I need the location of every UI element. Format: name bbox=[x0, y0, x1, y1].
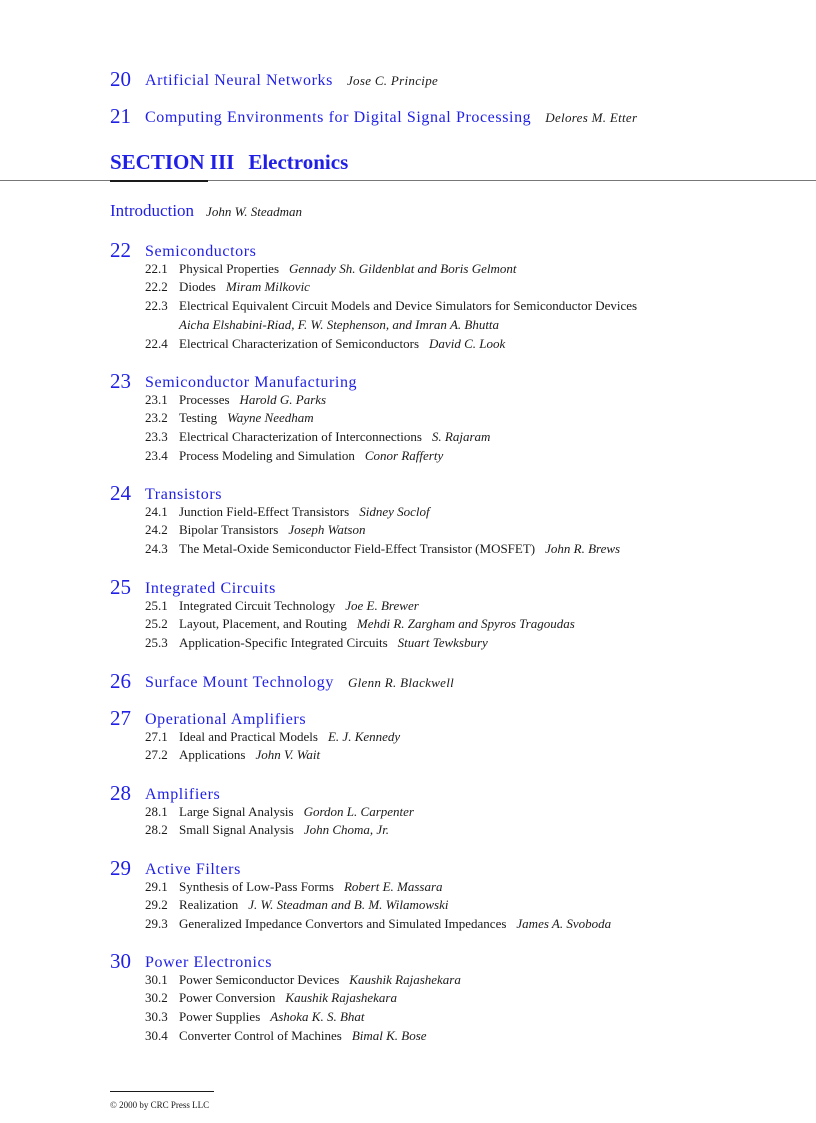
subsection-title: Layout, Placement, and Routing bbox=[179, 616, 347, 632]
subsection-author: David C. Look bbox=[429, 335, 506, 351]
subsection-author: Conor Rafferty bbox=[364, 447, 444, 463]
subsection-entry[interactable] bbox=[145, 1028, 427, 1044]
subsection-author: Wayne Needham bbox=[227, 410, 314, 426]
chapter-number: 27 bbox=[110, 706, 131, 730]
chapter-title[interactable]: Transistors bbox=[145, 486, 223, 503]
subsection-author: Sidney Soclof bbox=[359, 503, 430, 519]
subsection-entry[interactable] bbox=[145, 261, 517, 277]
subsection-number: 29.2 bbox=[145, 897, 168, 913]
subsection-number: 23.2 bbox=[145, 410, 168, 426]
subsection-title: Small Signal Analysis bbox=[179, 822, 294, 838]
chapter-number: 22 bbox=[110, 238, 131, 262]
subsection-number: 30.1 bbox=[145, 971, 168, 987]
subsection-entry[interactable] bbox=[145, 541, 620, 557]
subsection-author: Harold G. Parks bbox=[239, 391, 327, 407]
introduction-author: John W. Steadman bbox=[206, 204, 302, 219]
subsection-number: 22.3 bbox=[145, 298, 168, 314]
section-label: SECTION III bbox=[110, 150, 235, 174]
subsection-number: 29.1 bbox=[145, 878, 168, 894]
subsection-entry[interactable] bbox=[145, 897, 448, 913]
subsection-number: 29.3 bbox=[145, 916, 168, 932]
subsection-title: Ideal and Practical Models bbox=[179, 728, 318, 744]
subsection-number: 24.2 bbox=[145, 522, 168, 538]
chapter-title[interactable]: Power Electronics bbox=[145, 954, 273, 971]
subsection-number: 25.2 bbox=[145, 616, 168, 632]
chapter-title[interactable]: Active Filters bbox=[145, 861, 241, 878]
subsection-title: Electrical Characterization of Interconnections bbox=[179, 429, 422, 445]
chapter-number: 21 bbox=[110, 104, 131, 128]
chapter-author: Delores M. Etter bbox=[545, 110, 638, 125]
subsection-author: Ashoka K. S. Bhat bbox=[270, 1009, 365, 1025]
subsection-title: Converter Control of Machines bbox=[179, 1027, 342, 1043]
subsection-number: 30.2 bbox=[145, 990, 168, 1006]
subsection-title: Process Modeling and Simulation bbox=[179, 447, 355, 463]
subsection-author: E. J. Kennedy bbox=[327, 728, 401, 744]
subsection-title: Bipolar Transistors bbox=[179, 522, 279, 538]
chapter-title[interactable]: Artificial Neural Networks bbox=[145, 72, 333, 89]
subsection-entry[interactable] bbox=[145, 504, 430, 520]
subsection-entry[interactable] bbox=[145, 729, 400, 745]
subsection-entry[interactable] bbox=[145, 972, 461, 988]
chapter-title[interactable]: Integrated Circuits bbox=[145, 580, 276, 597]
subsection-number: 23.3 bbox=[145, 429, 168, 445]
subsection-author: Joe E. Brewer bbox=[345, 597, 419, 613]
subsection-number: 22.2 bbox=[145, 279, 168, 295]
subsection-entry[interactable] bbox=[145, 279, 310, 295]
chapter-author: Glenn R. Blackwell bbox=[347, 675, 455, 690]
subsection-entry[interactable] bbox=[145, 410, 314, 426]
subsection-entry[interactable] bbox=[145, 822, 389, 838]
subsection-author: Stuart Tewksbury bbox=[397, 635, 488, 651]
subsection-entry[interactable] bbox=[145, 336, 505, 352]
subsection-number: 30.4 bbox=[145, 1027, 168, 1043]
section-underline bbox=[110, 180, 208, 182]
subsection-author: Gennady Sh. Gildenblat and Boris Gelmont bbox=[289, 260, 517, 276]
subsection-author: Kaushik Rajashekara bbox=[285, 990, 397, 1006]
subsection-title: Processes bbox=[179, 391, 230, 407]
subsection-author: Kaushik Rajashekara bbox=[349, 971, 461, 987]
chapter-title[interactable]: Semiconductor Manufacturing bbox=[145, 374, 358, 391]
chapter-number: 26 bbox=[110, 669, 131, 693]
subsection-entry[interactable] bbox=[145, 990, 397, 1006]
chapter-title[interactable]: Semiconductors bbox=[145, 243, 257, 260]
subsection-title: Power Supplies bbox=[179, 1009, 261, 1025]
subsection-number: 27.2 bbox=[145, 747, 168, 763]
subsection-number: 30.3 bbox=[145, 1009, 168, 1025]
chapter-number: 25 bbox=[110, 575, 131, 599]
subsection-number: 23.4 bbox=[145, 447, 168, 463]
chapter-number: 24 bbox=[110, 481, 131, 505]
chapter-author: Jose C. Principe bbox=[346, 73, 439, 88]
introduction-title[interactable]: Introduction bbox=[110, 201, 195, 220]
chapter-number: 28 bbox=[110, 781, 131, 805]
subsection-number: 24.1 bbox=[145, 503, 168, 519]
introduction-entry bbox=[110, 201, 302, 221]
subsection-title: Power Conversion bbox=[179, 990, 276, 1006]
subsection-author: Joseph Watson bbox=[288, 522, 366, 538]
subsection-entry[interactable] bbox=[145, 616, 575, 632]
subsection-title: Physical Properties bbox=[179, 260, 280, 276]
subsection-number: 27.1 bbox=[145, 728, 168, 744]
chapter-title[interactable]: Operational Amplifiers bbox=[145, 711, 307, 728]
subsection-title: Synthesis of Low-Pass Forms bbox=[179, 878, 334, 894]
subsection-entry[interactable] bbox=[145, 804, 414, 820]
chapter-title[interactable]: Amplifiers bbox=[145, 786, 221, 803]
chapter-number: 23 bbox=[110, 369, 131, 393]
subsection-number: 28.2 bbox=[145, 822, 168, 838]
subsection-author: Aicha Elshabini-Riad, F. W. Stephenson, and Imran A. Bhutta bbox=[179, 316, 500, 332]
chapter-number: 30 bbox=[110, 949, 131, 973]
subsection-author: Bimal K. Bose bbox=[351, 1027, 427, 1043]
subsection-title: Electrical Characterization of Semiconductors bbox=[179, 335, 420, 351]
subsection-title: Electrical Equivalent Circuit Models and Device Simulators for Semiconductor Devices bbox=[179, 298, 638, 314]
subsection-entry[interactable] bbox=[145, 635, 488, 651]
subsection-entry[interactable] bbox=[145, 429, 490, 445]
subsection-author: John Choma, Jr. bbox=[303, 822, 390, 838]
subsection-author: Mehdi R. Zargham and Spyros Tragoudas bbox=[356, 616, 575, 632]
subsection-entry[interactable] bbox=[145, 879, 443, 895]
subsection-title: Applications bbox=[179, 747, 246, 763]
subsection-title: Power Semiconductor Devices bbox=[179, 971, 340, 987]
chapter-title[interactable]: Surface Mount Technology bbox=[145, 674, 334, 691]
subsection-entry[interactable] bbox=[145, 747, 320, 763]
subsection-number: 24.3 bbox=[145, 541, 168, 557]
subsection-title: Realization bbox=[179, 897, 239, 913]
subsection-author: John V. Wait bbox=[255, 747, 321, 763]
section-heading bbox=[110, 150, 348, 175]
subsection-author: J. W. Steadman and B. M. Wilamowski bbox=[248, 897, 449, 913]
subsection-entry[interactable] bbox=[145, 448, 443, 464]
subsection-entry[interactable] bbox=[145, 916, 611, 932]
subsection-entry[interactable] bbox=[145, 392, 326, 408]
chapter-number: 29 bbox=[110, 856, 131, 880]
subsection-title: Testing bbox=[179, 410, 218, 426]
subsection-entry[interactable] bbox=[145, 522, 365, 538]
chapter-number: 20 bbox=[110, 67, 131, 91]
subsection-number: 28.1 bbox=[145, 803, 168, 819]
subsection-title: Large Signal Analysis bbox=[179, 803, 294, 819]
footnote-rule bbox=[110, 1091, 214, 1092]
subsection-title: Application-Specific Integrated Circuits bbox=[179, 635, 388, 651]
subsection-number: 23.1 bbox=[145, 391, 168, 407]
section-title[interactable]: Electronics bbox=[248, 150, 349, 174]
chapter-title[interactable]: Computing Environments for Digital Signal Processing bbox=[145, 109, 532, 126]
subsection-title: Generalized Impedance Convertors and Simulated Impedances bbox=[179, 916, 507, 932]
subsection-author: Gordon L. Carpenter bbox=[303, 803, 414, 819]
subsection-author: John R. Brews bbox=[545, 541, 621, 557]
subsection-author: James A. Svoboda bbox=[516, 916, 612, 932]
subsection-entry[interactable] bbox=[145, 298, 637, 314]
subsection-entry[interactable] bbox=[145, 598, 419, 614]
subsection-number: 25.1 bbox=[145, 597, 168, 613]
subsection-number: 22.4 bbox=[145, 335, 168, 351]
subsection-title: Diodes bbox=[179, 279, 216, 295]
subsection-title: Integrated Circuit Technology bbox=[179, 597, 336, 613]
subsection-title: Junction Field-Effect Transistors bbox=[179, 503, 350, 519]
subsection-author: Miram Milkovic bbox=[225, 279, 310, 295]
subsection-entry[interactable] bbox=[145, 1009, 365, 1025]
subsection-author: Robert E. Massara bbox=[343, 878, 443, 894]
subsection-author: S. Rajaram bbox=[431, 429, 491, 445]
subsection-number: 25.3 bbox=[145, 635, 168, 651]
subsection-number: 22.1 bbox=[145, 260, 168, 276]
copyright-notice: © 2000 by CRC Press LLC bbox=[110, 1100, 210, 1110]
subsection-title: The Metal-Oxide Semiconductor Field-Effect Transistor (MOSFET) bbox=[179, 541, 536, 557]
